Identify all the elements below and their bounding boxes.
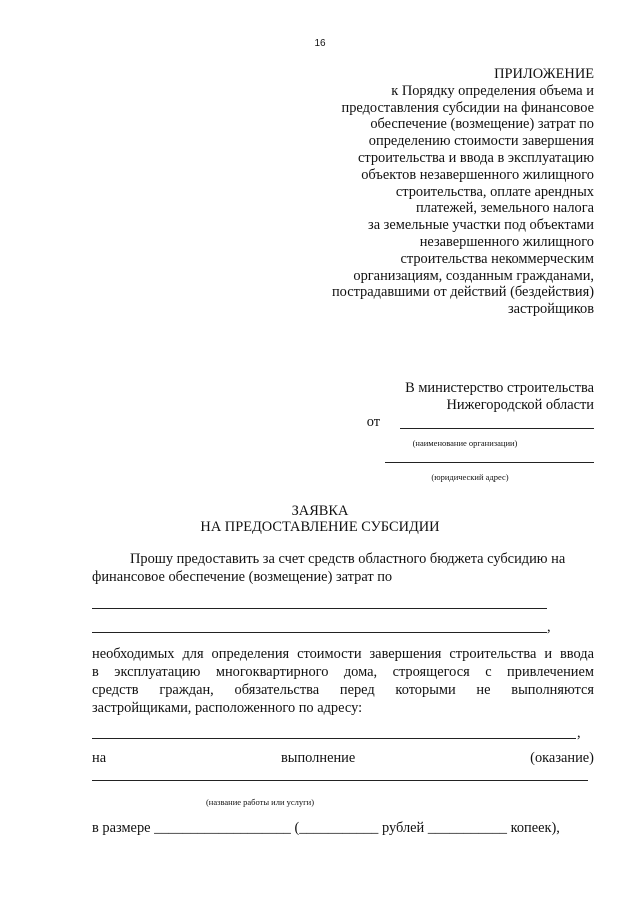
label-okazanie: (оказание)	[530, 750, 594, 766]
organization-name-field[interactable]	[400, 428, 594, 429]
purpose-line-4: застройщиками, расположенного по адресу:	[92, 700, 363, 716]
appendix-block	[294, 66, 594, 318]
appendix-line: строительства некоммерческим	[400, 250, 594, 267]
work-row	[92, 750, 594, 767]
comma-2: ,	[577, 725, 581, 741]
request-line-1: Прошу предоставить за счет средств областного бюджета субсидию на	[130, 551, 566, 567]
expense-purpose-field-2[interactable]	[92, 632, 547, 633]
amount-line: в размере ___________________ (___________ рублей ___________ копеек),	[92, 820, 560, 836]
purpose-line-1: необходимых для определения стоимости завершения строительства и ввода	[92, 646, 594, 662]
appendix-line: строительства, оплате арендных	[395, 183, 594, 200]
addressee-region: Нижегородской области	[446, 397, 594, 413]
purpose-line-3: средств граждан, обязательства перед которыми не выполняются	[92, 682, 594, 698]
application-title: ЗАЯВКА	[291, 503, 349, 519]
appendix-line: определению стоимости завершения	[368, 133, 594, 150]
legal-address-field[interactable]	[385, 462, 594, 463]
from-label: от	[366, 414, 380, 430]
addressee-ministry: В министерство строительства	[405, 380, 594, 396]
organization-caption: (наименование организации)	[412, 438, 518, 448]
appendix-line: обеспечение (возмещение) затрат по	[370, 116, 594, 133]
appendix-line: незавершенного жилищного	[419, 233, 594, 250]
appendix-line: организациям, созданным гражданами,	[353, 267, 594, 284]
application-subtitle: НА ПРЕДОСТАВЛЕНИЕ СУБСИДИИ	[200, 519, 440, 535]
object-address-field[interactable]	[92, 738, 576, 739]
label-na: на	[92, 750, 107, 766]
comma: ,	[547, 619, 551, 635]
label-vypolnenie: выполнение	[281, 750, 356, 766]
appendix-line: застройщиков	[507, 301, 594, 318]
appendix-line: объектов незавершенного жилищного	[361, 166, 594, 183]
legal-address-caption: (юридический адрес)	[431, 472, 509, 482]
page-number: 16	[314, 38, 326, 49]
purpose-line-2: в эксплуатацию многоквартирного дома, строящегося с привлечением	[92, 664, 594, 680]
appendix-line: пострадавшими от действий (бездействия)	[331, 284, 594, 301]
appendix-line: предоставления субсидии на финансовое	[341, 99, 594, 116]
expense-purpose-field-1[interactable]	[92, 608, 547, 609]
request-line-2: финансовое обеспечение (возмещение) затрат по	[92, 569, 393, 585]
appendix-line: платежей, земельного налога	[415, 200, 594, 217]
appendix-line: к Порядку определения объема и	[391, 82, 594, 99]
work-name-field[interactable]	[92, 780, 588, 781]
appendix-line: строительства и ввода в эксплуатацию	[357, 149, 594, 166]
work-caption: (название работы или услуги)	[205, 797, 315, 807]
appendix-line: за земельные участки под объектами	[368, 217, 594, 234]
appendix-line: ПРИЛОЖЕНИЕ	[494, 66, 594, 82]
